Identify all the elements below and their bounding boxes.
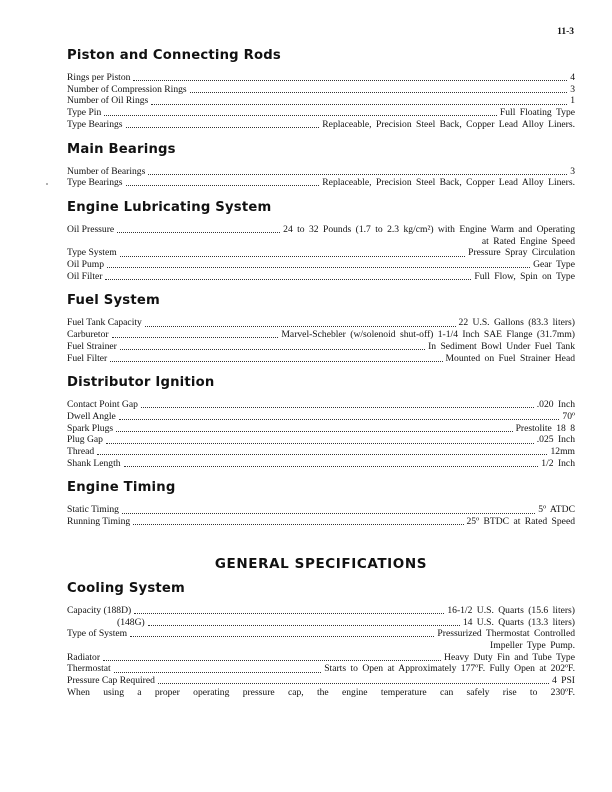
spec-label: Fuel Filter [67, 352, 108, 364]
dot-leader [103, 660, 441, 661]
section-ignition [67, 375, 575, 469]
section-lubrication [67, 200, 575, 283]
spec-content [67, 48, 575, 710]
spec-value: 25º BTDC at Rated Speed [466, 516, 575, 528]
spec-label: Rings per Piston [67, 72, 131, 83]
spec-value: 22 U.S. Gallons (83.3 liters) [458, 317, 575, 329]
spec-value: 24 to 32 Pounds (1.7 to 2.3 kg/cm²) with Engine Warm and Operating [283, 223, 575, 235]
spec-row [67, 95, 575, 107]
dot-leader [124, 466, 539, 467]
dot-leader [190, 92, 568, 93]
dot-leader [158, 683, 549, 684]
spec-value: 3 [570, 83, 575, 95]
spec-row [67, 434, 575, 446]
spec-row [67, 341, 575, 353]
spec-label: Spark Plugs [67, 422, 114, 434]
dot-leader [130, 636, 434, 637]
general-specifications-heading: GENERAL SPECIFICATIONS [214, 555, 428, 572]
spec-value: Pressurized Thermostat Controlled [437, 628, 575, 640]
spec-row [67, 72, 575, 84]
spec-label: Static Timing [67, 504, 119, 516]
spec-row [67, 504, 575, 516]
dot-leader [141, 407, 534, 408]
spec-row [67, 84, 575, 96]
spec-label: Shank Length [67, 457, 121, 469]
dot-leader [106, 443, 534, 444]
spec-value: 5º ATDC [538, 504, 575, 516]
dot-leader [116, 431, 512, 432]
spec-row [67, 247, 575, 259]
spec-label: Carburetor [67, 329, 109, 341]
spec-row [67, 329, 575, 341]
dot-leader [148, 174, 567, 175]
spec-value: Pressure Spray Circulation [468, 247, 575, 259]
dot-leader [119, 419, 560, 420]
spec-value: 4 PSI [551, 675, 575, 687]
spec-row [67, 399, 575, 411]
spec-value: Gear Type [533, 259, 575, 271]
spec-row [67, 107, 575, 119]
dot-leader [120, 349, 425, 350]
section-fuel [67, 293, 575, 364]
spec-label: Oil Pressure [67, 223, 115, 235]
spec-label: Oil Filter [67, 270, 103, 282]
section-main-bearings [67, 142, 575, 189]
scan-speck [46, 183, 48, 185]
spec-label: Type of System [67, 628, 128, 640]
spec-label: Capacity (188D) [67, 604, 132, 616]
dot-leader [114, 672, 322, 673]
dot-leader [104, 115, 497, 116]
spec-row [67, 411, 575, 423]
spec-row [67, 259, 575, 271]
spec-value: 1 [570, 95, 575, 107]
spec-label: Number of Compression Rings [67, 83, 187, 95]
spec-value: Prestolite 18 8 [515, 422, 575, 434]
spec-value-continuation: at Rated Engine Speed [481, 235, 575, 247]
spec-label: Type Bearings [67, 118, 123, 130]
spec-value-continuation: Impeller Type Pump. [490, 639, 575, 651]
spec-label: Type Bearings [67, 177, 123, 189]
dot-leader [112, 337, 279, 338]
spec-value: Starts to Open at Approximately 177ºF. Fully Open at 202ºF. [324, 663, 575, 675]
spec-label: Number of Oil Rings [67, 95, 149, 107]
dot-leader [122, 513, 535, 514]
section-cooling [67, 581, 575, 699]
spec-row [67, 652, 575, 664]
spec-value: 1/2 Inch [541, 457, 575, 469]
section-title: Main Bearings [67, 141, 176, 157]
spec-row [67, 271, 575, 283]
spec-row [67, 119, 575, 131]
spec-value: .020 Inch [536, 399, 575, 411]
spec-label: Pressure Cap Required [67, 675, 155, 687]
spec-value: 12mm [550, 446, 575, 458]
spec-label: Plug Gap [67, 434, 103, 446]
spec-value: .025 Inch [536, 434, 575, 446]
dot-leader [134, 613, 444, 614]
spec-value: Full Flow, Spin on Type [474, 270, 575, 282]
dot-leader [97, 454, 547, 455]
spec-row [67, 663, 575, 675]
section-title: Engine Timing [67, 480, 176, 496]
spec-row [67, 628, 575, 640]
spec-label: Fuel Tank Capacity [67, 317, 142, 329]
spec-label: Thermostat [67, 663, 111, 675]
dot-leader [126, 185, 320, 186]
spec-row [67, 224, 575, 236]
spec-label: Oil Pump [67, 259, 105, 271]
page-number: 11-3 [557, 27, 574, 37]
spec-row [67, 605, 575, 617]
spec-value: Heavy Duty Fin and Tube Type [444, 651, 575, 663]
spec-value: Full Floating Type [499, 107, 575, 119]
dot-leader [148, 625, 460, 626]
spec-label: Radiator [67, 651, 101, 663]
dot-leader [110, 361, 442, 362]
dot-leader [126, 127, 320, 128]
spec-row [67, 516, 575, 528]
spec-value: 3 [570, 165, 575, 177]
spec-value: 14 U.S. Quarts (13.3 liters) [462, 616, 575, 628]
section-title: Piston and Connecting Rods [67, 48, 281, 63]
spec-value: Replaceable, Precision Steel Back, Copper Lead Alloy Liners. [322, 118, 575, 130]
cooling-note: When using a proper operating pressure cap, the engine temperature can safely rise to 230ºF. [67, 686, 575, 698]
spec-row [67, 317, 575, 329]
dot-leader [133, 524, 463, 525]
dot-leader [145, 326, 456, 327]
spec-row [67, 675, 575, 687]
section-piston [67, 48, 575, 131]
spec-row [67, 166, 575, 178]
spec-value: 16-1/2 U.S. Quarts (15.6 liters) [447, 604, 575, 616]
spec-label: Dwell Angle [67, 410, 116, 422]
spec-value: In Sediment Bowl Under Fuel Tank [428, 340, 575, 352]
spec-value: Mounted on Fuel Strainer Head [445, 352, 575, 364]
spec-label: (148G) [117, 616, 145, 628]
spec-label: Fuel Strainer [67, 340, 117, 352]
dot-leader [107, 267, 530, 268]
section-title: Fuel System [67, 293, 160, 309]
spec-label: Number of Bearings [67, 165, 146, 177]
spec-row [67, 446, 575, 458]
spec-label: Running Timing [67, 516, 131, 528]
dot-leader [133, 80, 567, 81]
spec-label: Contact Point Gap [67, 399, 138, 411]
dot-leader [105, 279, 471, 280]
dot-leader [117, 232, 280, 233]
spec-value: 70º [562, 410, 575, 422]
section-title: Engine Lubricating System [67, 199, 272, 215]
spec-value: Marvel-Schebler (w/solenoid shut-off) 1-1/4 Inch SAE Flange (31.7mm) [281, 329, 575, 341]
spec-value: 4 [570, 72, 575, 83]
spec-label: Type System [67, 247, 117, 259]
spec-label: Thread [67, 446, 95, 458]
spec-label: Type Pin [67, 107, 102, 119]
dot-leader [151, 104, 567, 105]
spec-row [67, 458, 575, 470]
spec-row [67, 423, 575, 435]
spec-value: Replaceable, Precision Steel Back, Copper Lead Alloy Liners. [322, 177, 575, 189]
section-title: Distributor Ignition [67, 375, 215, 391]
spec-row [67, 353, 575, 365]
spec-row [67, 177, 575, 189]
section-title: Cooling System [67, 580, 185, 596]
spec-row [67, 617, 575, 629]
section-timing [67, 480, 575, 527]
dot-leader [120, 256, 465, 257]
